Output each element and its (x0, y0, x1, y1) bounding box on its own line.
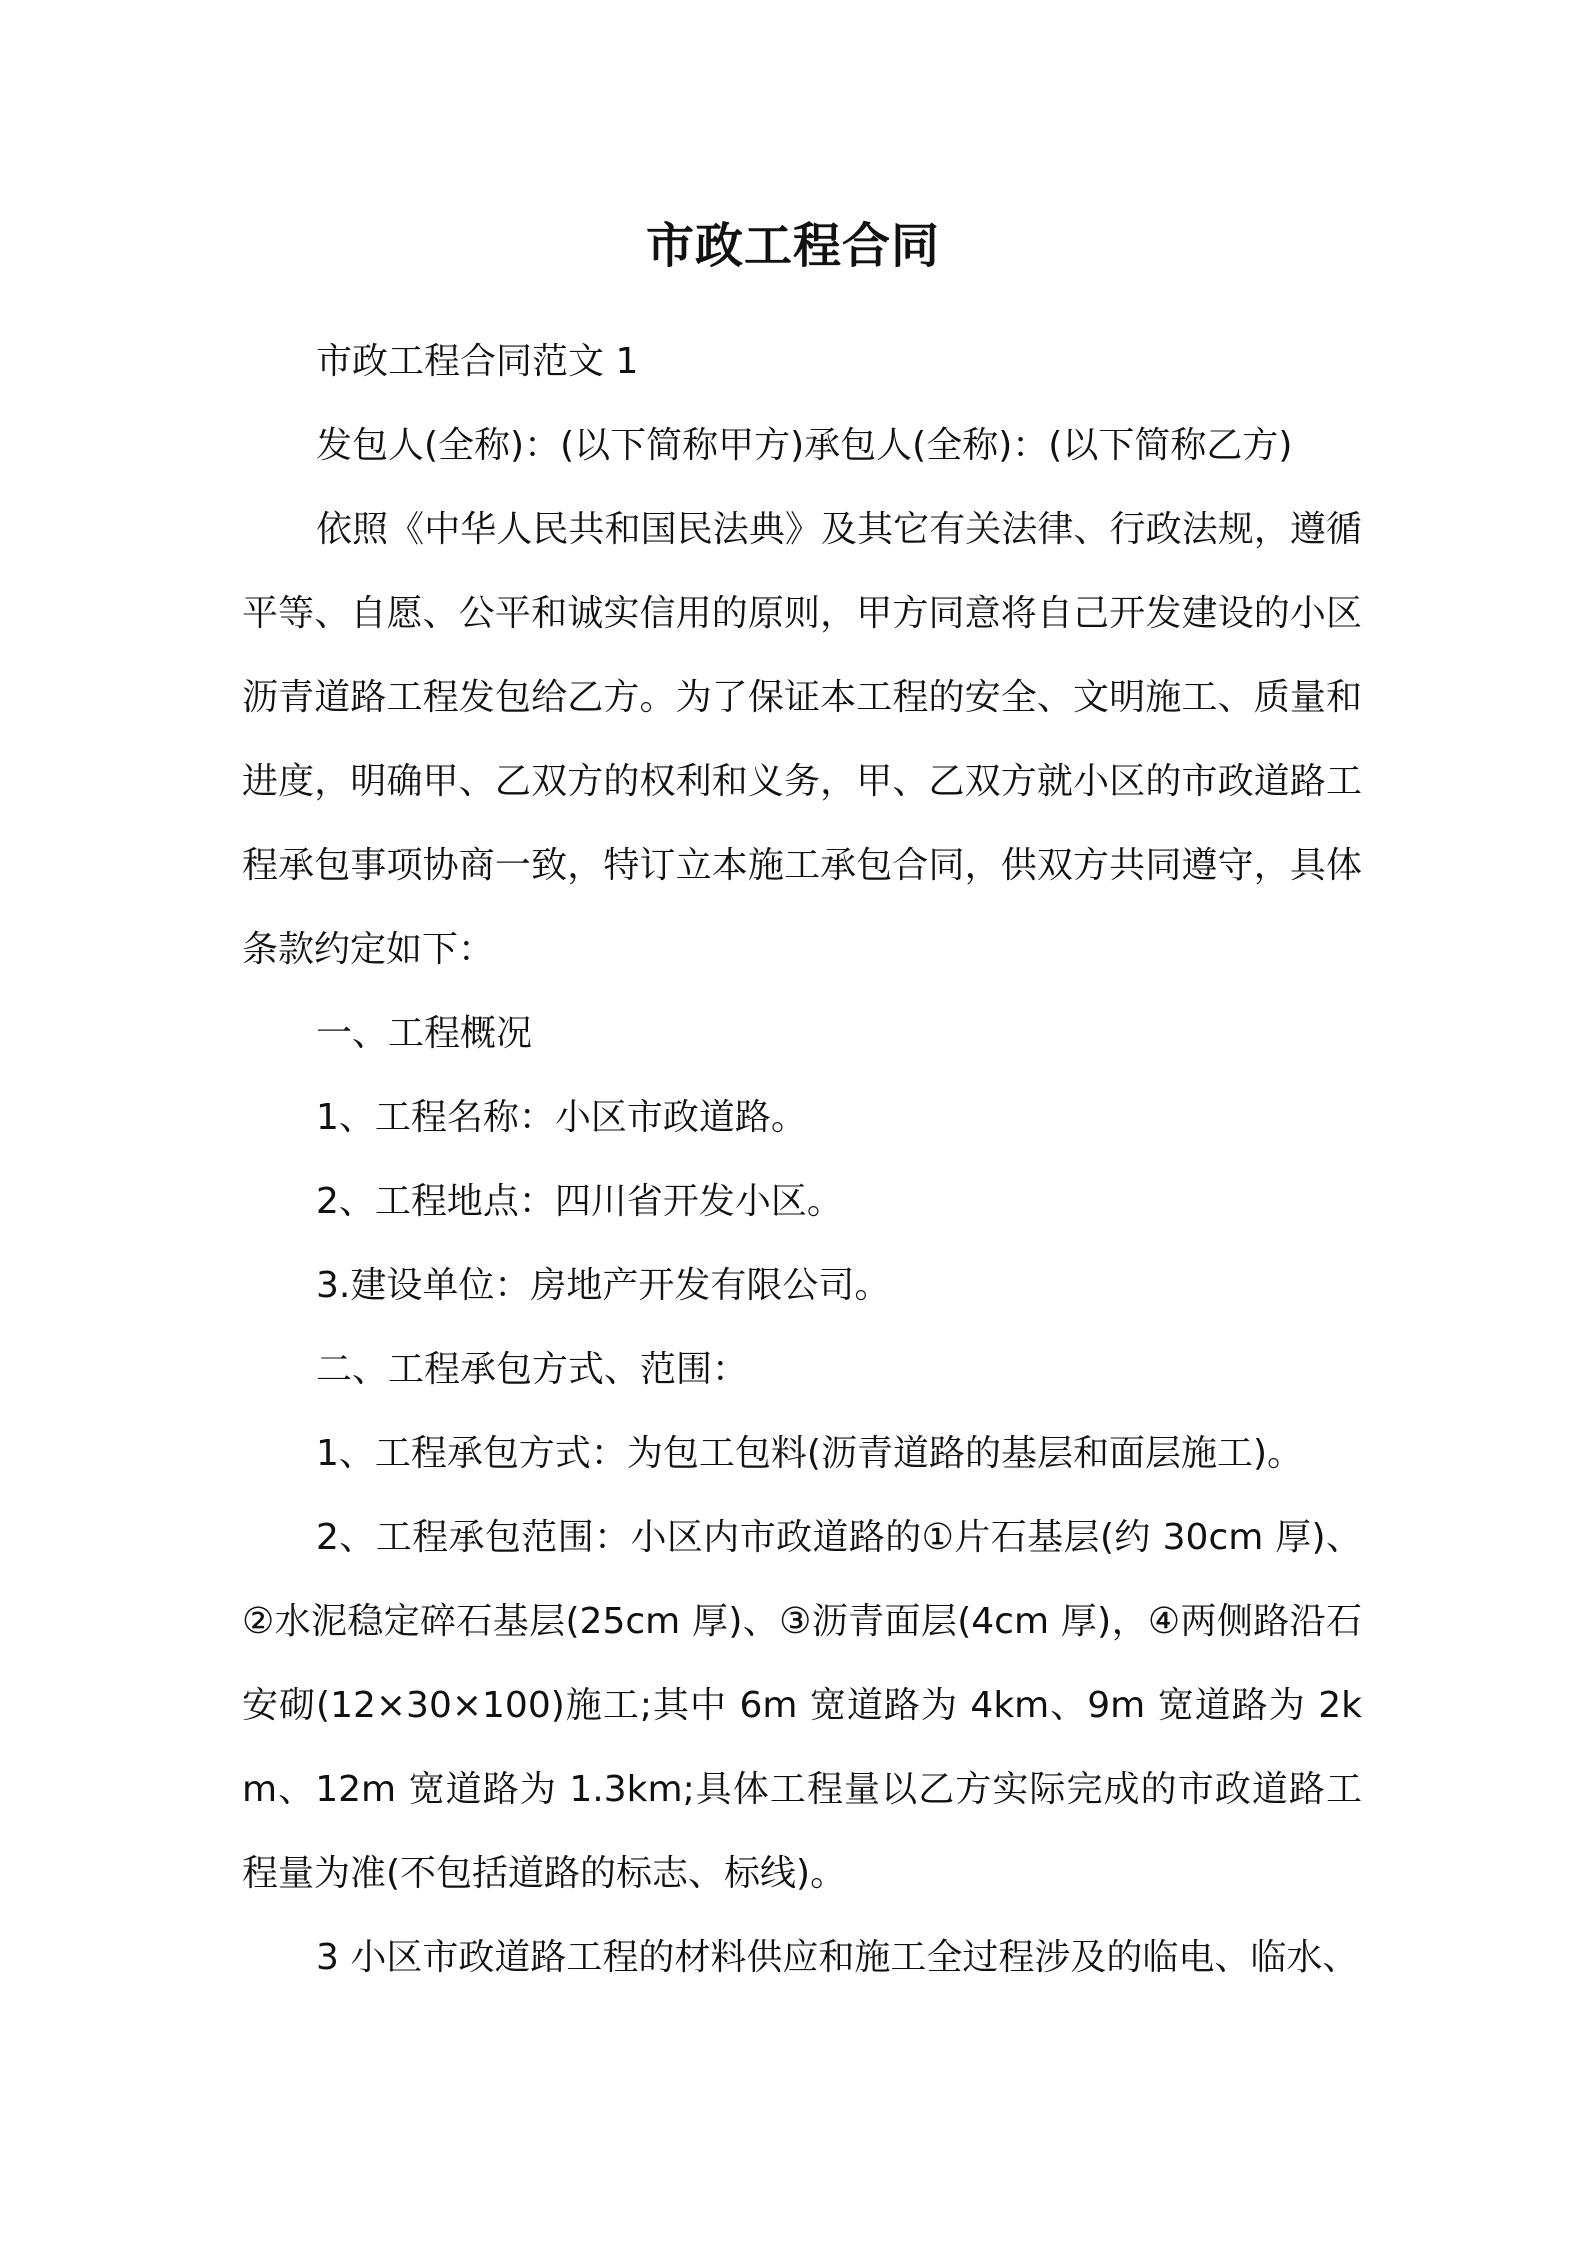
parties-paragraph: 发包人(全称)：(以下简称甲方)承包人(全称)：(以下简称乙方) (316, 425, 1293, 466)
section-heading-1: 一、工程概况 (316, 1013, 533, 1054)
project-name-paragraph: 1、工程名称：小区市政道路。 (316, 1097, 807, 1138)
section-heading-2: 二、工程承包方式、范围： (316, 1349, 749, 1390)
contract-method-paragraph: 1、工程承包方式：为包工包料(沥青道路的基层和面层施工)。 (316, 1433, 1303, 1474)
document-body (242, 320, 1362, 2000)
subtitle-paragraph: 市政工程合同范文 1 (316, 341, 639, 382)
project-location-paragraph: 2、工程地点：四川省开发小区。 (316, 1181, 843, 1222)
supply-paragraph: 3 小区市政道路工程的材料供应和施工全过程涉及的临电、临水、 (316, 1937, 1359, 1978)
document-title: 市政工程合同 (645, 218, 940, 274)
construction-unit-paragraph: 3.建设单位：房地产开发有限公司。 (316, 1265, 891, 1306)
preamble-paragraph: 依照《中华人民共和国民法典》及其它有关法律、行政法规，遵循平等、自愿、公平和诚实信用的原则，甲方同意将自己开发建设的小区沥青道路工程发包给乙方。为了保证本工程的安全、文明施工、质量和进度，明确甲、乙双方的权利和义务，甲、乙双方就小区的市政道路工程承包事项协商一致，特订立本施工承包合同，供双方共同遵守，具体条款约定如下： (242, 509, 1362, 970)
contract-scope-paragraph: 2、工程承包范围：小区内市政道路的①片石基层(约 30cm 厚)、②水泥稳定碎石基层(25cm 厚)、③沥青面层(4cm 厚)，④两侧路沿石安砌(12×30×100)施工;其中 6m 宽道路为 4km、9m 宽道路为 2km、12m 宽道路为 1.3km;具体工程量以乙方实际完成的市政道路工程量为准(不包括道路的标志、标线)。 (242, 1517, 1362, 1894)
